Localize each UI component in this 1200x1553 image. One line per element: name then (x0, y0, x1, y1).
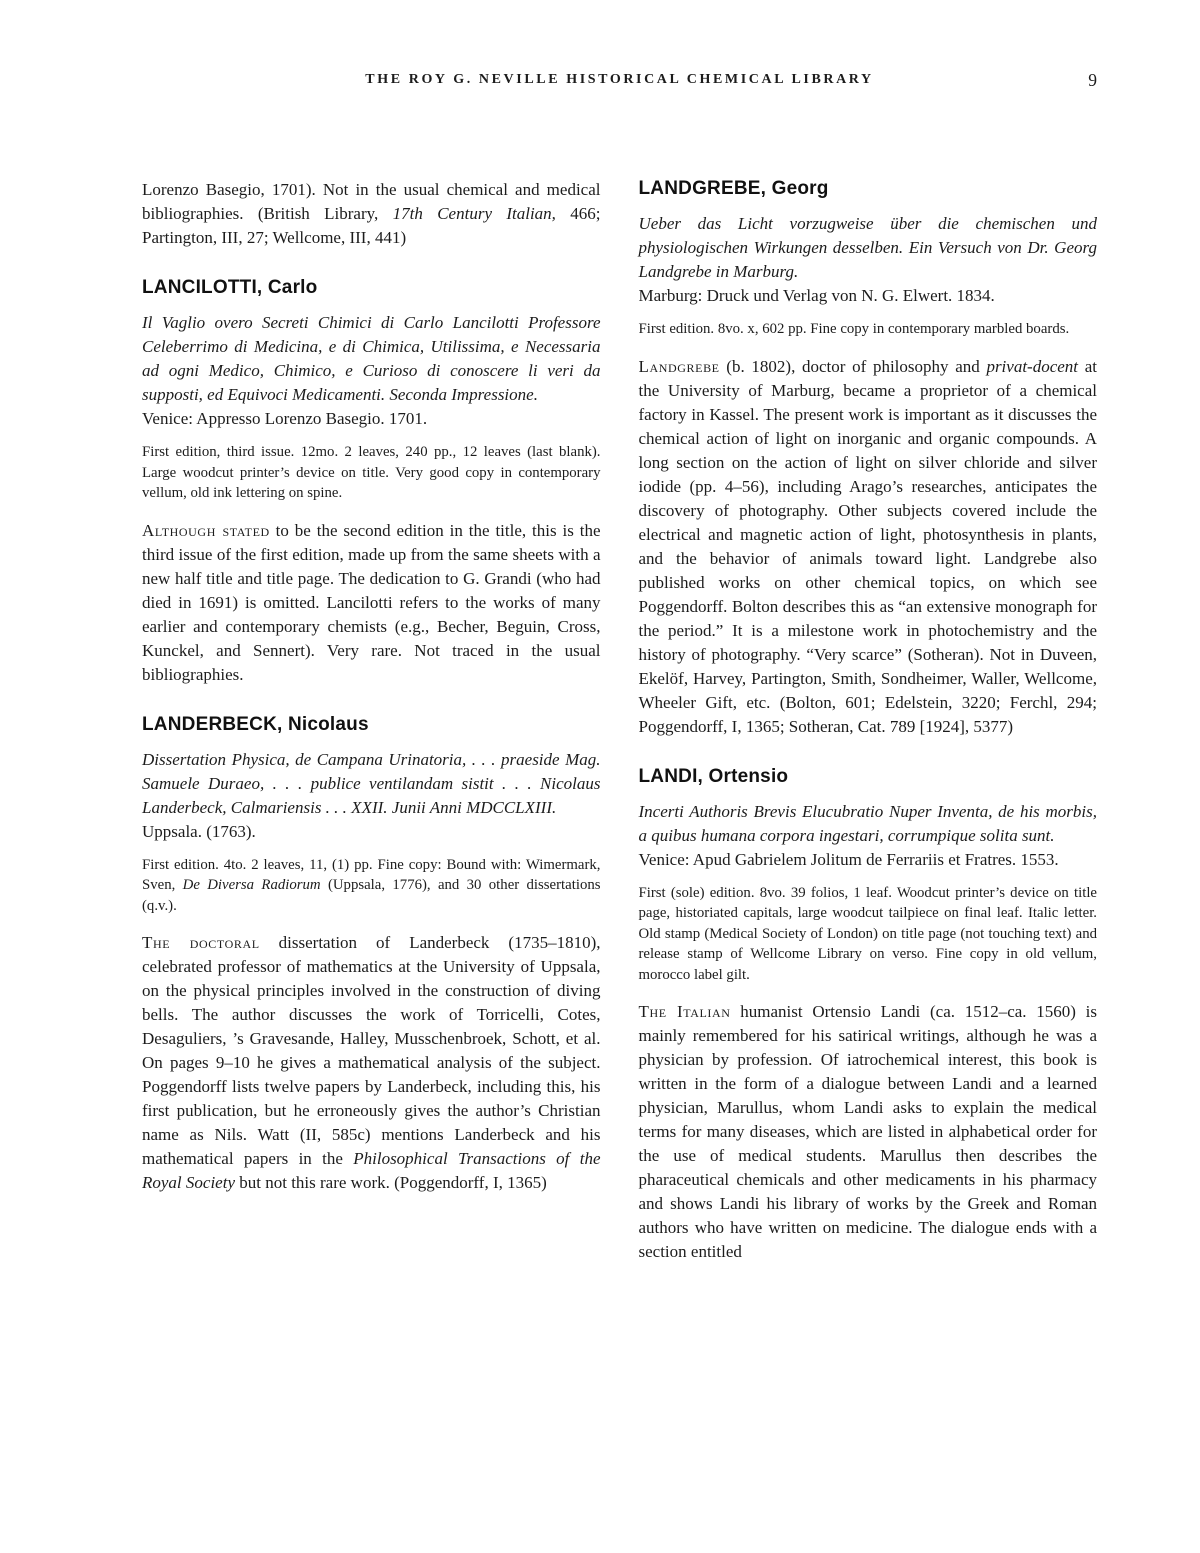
entry-heading-lancilotti: LANCILOTTI, Carlo (142, 277, 318, 298)
entry-title-landerbeck: Dissertation Physica, de Campana Urinatoria, . . . praeside Mag. Samuele Duraeo, . . . publice ventilandam sistit . . . Nicolaus Landerbeck, Calmariensis . . . XXII. Junii Anni MDCCLXIII. (142, 749, 601, 817)
entry-title-lancilotti: Il Vaglio overo Secreti Chimici di Carlo Lancilotti Professore Celeberrimo di Medicina, e di Chimica, Utilissima, e Necessaria ad ogni Medico, Chimico, e Curioso di conoscere li veri da supposti, ed Equivoci Medicamenti. Seconda Impressione. (142, 313, 601, 404)
entry-imprint-landi: Venice: Apud Gabrielem Jolitum de Ferrariis et Fratres. 1553. (638, 849, 1059, 869)
page-number: 9 (1088, 70, 1097, 90)
entry-body-lancilotti: Although stated to be the second edition in the title, this is the third issue of the first edition, made up from the same sheets with a new half title and title page. The dedication to G. Grandi (who had died in 1691) is omitted. Lancilotti refers to the works of many earlier and contemporary chemists (e.g., Becher, Beguin, Cross, Kunckel, and Sennert). Very rare. Not traced in the usual bibliographies. (142, 520, 601, 684)
entry-collation-lancilotti: First edition, third issue. 12mo. 2 leaves, 240 pp., 12 leaves (last blank). Large woodcut printer’s device on title. Very good copy in contemporary vellum, old ink lettering on spine. (142, 444, 601, 501)
entry-lancilotti (142, 277, 601, 687)
entry-imprint-lancilotti: Venice: Appresso Lorenzo Basegio. 1701. (142, 409, 428, 428)
title-block-landi (639, 800, 1098, 872)
entry-imprint-landerbeck: Uppsala. (1763). (142, 821, 256, 841)
entry-landerbeck (142, 714, 601, 1196)
entry-heading-landgrebe: LANDGREBE, Georg (638, 178, 829, 199)
entry-heading-landerbeck: LANDERBECK, Nicolaus (142, 713, 369, 735)
right-column (639, 178, 1098, 1264)
entry-body-landerbeck: The doctoral dissertation of Landerbeck (1735–1810), celebrated professor of mathematics at the University of Uppsala, on the physical principles involved in the construction of diving bells. The author discusses the work of Torricelli, Cotes, Desaguliers, ’s Gravesande, Halley, Musschenbroek, Schott, et al. On pages 9–10 he gives a mathematical analysis of the subject. Poggendorff lists twelve papers by Landerbeck, including this, his first publication, but he erroneously gives the author’s Christian name as Nils. Watt (II, 585c) mentions Landerbeck and his mathematical papers in the Philosophical Transactions of the Royal Society but not this rare work. (Poggendorff, I, 1365) (142, 933, 601, 1192)
entry-body-landi: The Italian humanist Ortensio Landi (ca. 1512–ca. 1560) is mainly remembered for his satirical writings, although he was a physician by profession. Of iatrochemical interest, this book is written in the form of a dialogue between Landi and a learned physician, Marullus, whom Landi asks to explain the medical terms for many diseases, which are listed in alphabetical order for the use of medical students. Marullus then describes the pharaceutical chemicals and other medicaments in his pharmacy and shows Landi his library of works by the Greek and Roman authors who have written on medicine. The dialogue ends with a section entitled (638, 1002, 1097, 1261)
entry-title-landi: Incerti Authoris Brevis Elucubratio Nuper Inventa, de his morbis, a quibus humana corpora ingestari, corrumpique solita sunt. (638, 801, 1097, 845)
entry-title-landgrebe: Ueber das Licht vorzugweise über die chemischen und physiologischen Wirkungen desselben. Ein Versuch von Dr. Georg Landgrebe in Marburg. (638, 214, 1097, 281)
left-column (142, 178, 601, 1264)
entry-collation-landerbeck: First edition. 4to. 2 leaves, 11, (1) pp. Fine copy: Bound with: Wimermark, Sven, De Diversa Radiorum (Uppsala, 1776), and 30 other dissertations (q.v.). (142, 856, 601, 914)
entry-collation-landgrebe: First edition. 8vo. x, 602 pp. Fine copy in contemporary marbled boards. (638, 321, 1070, 337)
entry-landi (639, 766, 1098, 1265)
entry-imprint-landgrebe: Marburg: Druck und Verlag von N. G. Elwert. 1834. (638, 286, 995, 305)
running-head (142, 72, 1097, 94)
entry-body-landgrebe: Landgrebe (b. 1802), doctor of philosophy and privat-docent at the University of Marburg, became a proprietor of a chemical factory in Kassel. The present work is important as it discusses the chemical action of light on inorganic and organic compounds. A long section on the action of light on silver chloride and silver iodide (pp. 4–56), including Arago’s researches, anticipates the discovery of photography. Other subjects covered include the electrical and magnetic action of light, photosynthesis in plants, and the behavior of animals toward light. Landgrebe also published works on other chemical topics, on which see Poggendorff. Bolton describes this as “an extensive monograph for the period.” It is a milestone work in photochemistry and the history of photography. “Very scarce” (Sotheran). Not in Duveen, Ekelöf, Harvey, Partington, Smith, Sondheimer, Waller, Wellcome, Wheeler Gift, etc. (Bolton, 601; Edelstein, 3220; Ferchl, 294; Poggendorff, I, 1365; Sotheran, Cat. 789 [1924], 5377) (638, 356, 1097, 736)
entry-heading-landi: LANDI, Ortensio (638, 765, 789, 787)
entry-landgrebe (639, 178, 1098, 739)
entry-collation-landi: First (sole) edition. 8vo. 39 folios, 1 leaf. Woodcut printer’s device on title page, historiated capitals, large woodcut tailpiece on final leaf. Italic letter. Old stamp (Medical Society of London) on title page (not touching text) and release stamp of Wellcome Library on verso. Fine copy in old vellum, morocco label gilt. (638, 884, 1097, 983)
title-block-lancilotti (142, 311, 601, 431)
title-block-landerbeck (142, 748, 601, 844)
running-head-title: THE ROY G. NEVILLE HISTORICAL CHEMICAL LIBRARY (365, 72, 874, 87)
title-block-landgrebe (639, 212, 1098, 308)
content-columns (142, 178, 1097, 1264)
continuation-paragraph: Lorenzo Basegio, 1701). Not in the usual chemical and medical bibliographies. (British Library, 17th Century Italian, 466; Partington, III, 27; Wellcome, III, 441) (142, 180, 601, 247)
